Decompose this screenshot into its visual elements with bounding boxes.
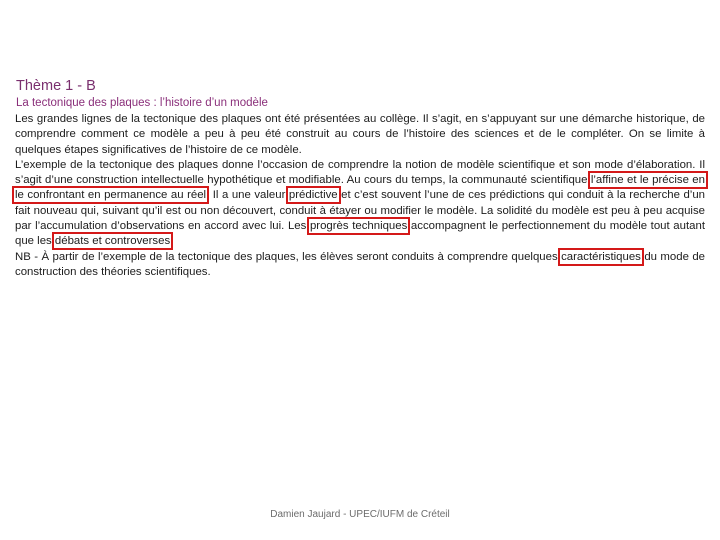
theme-title: Thème 1 - B [16,78,96,94]
intro-paragraph: Les grandes lignes de la tectonique des plaques ont été présentées au collège. Il s’agit, en s’appuyant sur une démarche historique, de comprendre comment ce modèle a peu à peu été construit au cours de l’histoire des sciences et de le compléter. On se limite à quelques étapes significatives de l’histoire de ce modèle. [15,113,705,156]
model-paragraph [15,158,705,250]
highlight-box-characteristics: caractéristiques [561,250,641,263]
highlight-box-debates: débats et controverses [54,235,171,248]
text-segment: . Il a une valeur [206,189,289,202]
text-segment: et c’est souvent l’une de ces prédictions qui conduit à la recherche d’un fait nouveau qui, suivant qu’il est ou non découvert, conduit à étayer ou modifier le modèle. La solidité du modèle est peu à peu acquise par l’accumulation d’observations en accord avec lui. Les [15,189,705,233]
section-subtitle: La tectonique des plaques : l’histoire d’un modèle [16,97,268,109]
text-segment: . [170,235,174,248]
text-segment: accompagnent le perfectionnement du modèle tout autant que les [15,220,705,248]
highlight-box-technical-progress: progrès techniques [309,220,408,233]
document-body [15,112,705,280]
highlight-box-predictive: prédictive [288,189,338,202]
text-segment: NB - À partir de l’exemple de la tectonique des plaques, les élèves seront conduits à comprendre quelques [15,250,562,263]
text-segment: L’exemple de la tectonique des plaques donne l’occasion de comprendre la notion de modèle scientifique et son mode d’élaboration. Il s’agit d’une construction intellectuelle hypothétique et modifiable. Au cours du temps, la communauté scientifique [15,158,705,187]
footer-credit: Damien Jaujard - UPEC/IUFM de Créteil [270,509,450,520]
text-segment: du mode de construction des théories scientifiques. [15,250,706,278]
nb-paragraph [15,250,705,281]
highlight-box-refines-model: l’affine et le précise en le confrontant en permanence au réel [15,174,705,202]
